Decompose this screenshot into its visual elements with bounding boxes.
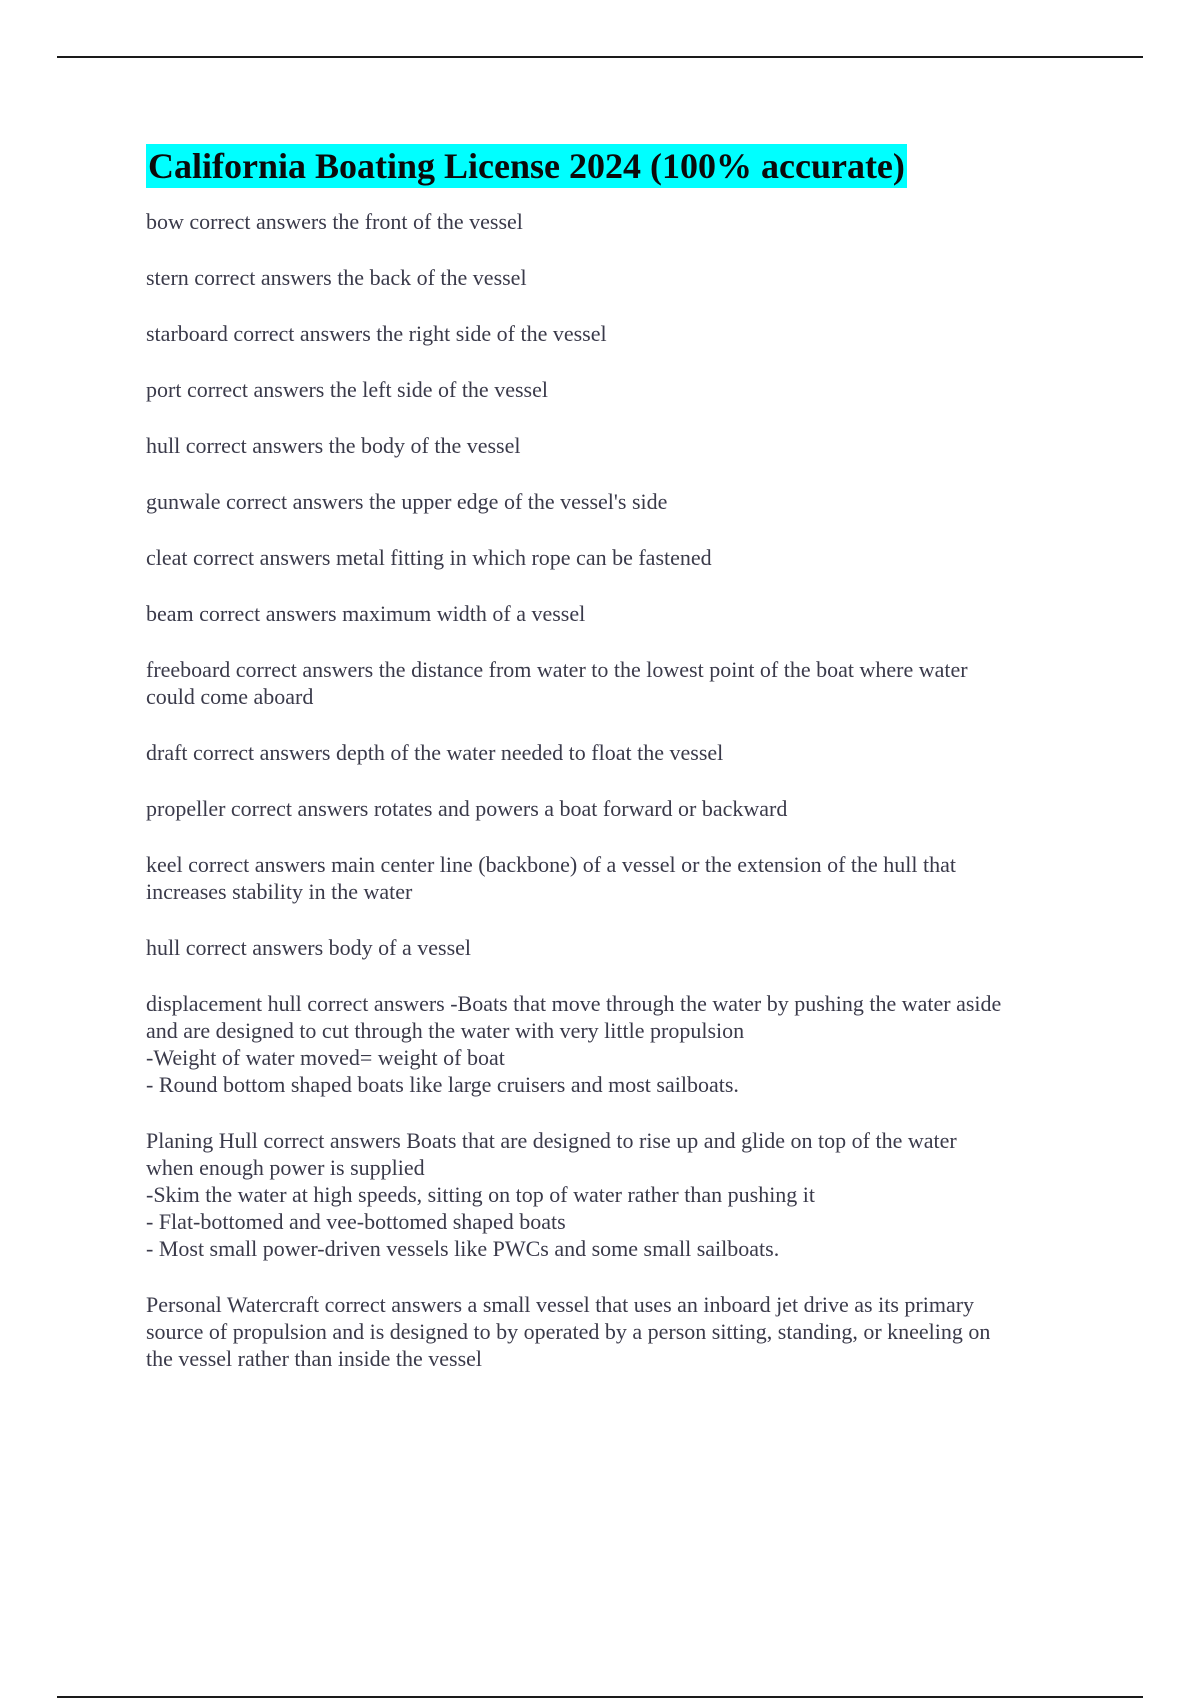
- entry-cleat: cleat correct answers metal fitting in which rope can be fastened: [146, 545, 712, 570]
- entry-bow: bow correct answers the front of the vessel: [146, 209, 523, 234]
- entry-starboard: starboard correct answers the right side of the vessel: [146, 321, 607, 346]
- top-rule: [57, 56, 1143, 58]
- entry-planing-hull: Planing Hull correct answers Boats that are designed to rise up and glide on top of the water when enough power is supplied -Skim the water at high speeds, sitting on top of water rather than pushing it - Flat-bottomed and vee-bottomed shaped boats - Most small power-driven vessels like PWCs and some small sailboats.: [146, 1128, 957, 1261]
- entry-hull: hull correct answers the body of the vessel: [146, 433, 521, 458]
- document-title: California Boating License 2024 (100% accurate): [148, 146, 905, 186]
- entry-freeboard: freeboard correct answers the distance from water to the lowest point of the boat where water could come aboard: [146, 657, 968, 709]
- entry-port: port correct answers the left side of the vessel: [146, 377, 548, 402]
- title-block: [146, 144, 1096, 188]
- entry-propeller: propeller correct answers rotates and powers a boat forward or backward: [146, 796, 788, 821]
- document-body: [146, 144, 1096, 1401]
- entry-beam: beam correct answers maximum width of a vessel: [146, 601, 586, 626]
- entry-stern: stern correct answers the back of the vessel: [146, 265, 527, 290]
- bottom-rule: [57, 1696, 1143, 1698]
- entry-gunwale: gunwale correct answers the upper edge of the vessel's side: [146, 489, 668, 514]
- entry-personal-watercraft: Personal Watercraft correct answers a small vessel that uses an inboard jet drive as its primary source of propulsion and is designed to by operated by a person sitting, standing, or kneeling on the vessel rather than inside the vessel: [146, 1292, 991, 1371]
- entry-draft: draft correct answers depth of the water needed to float the vessel: [146, 740, 724, 765]
- entry-displacement-hull: displacement hull correct answers -Boats that move through the water by pushing the water aside and are designed to cut through the water with very little propulsion -Weight of water moved= weight of boat - Round bottom shaped boats like large cruisers and most sailboats.: [146, 991, 1002, 1097]
- entry-keel: keel correct answers main center line (backbone) of a vessel or the extension of the hull that increases stability in the water: [146, 852, 957, 904]
- entry-hull-body: hull correct answers body of a vessel: [146, 935, 472, 960]
